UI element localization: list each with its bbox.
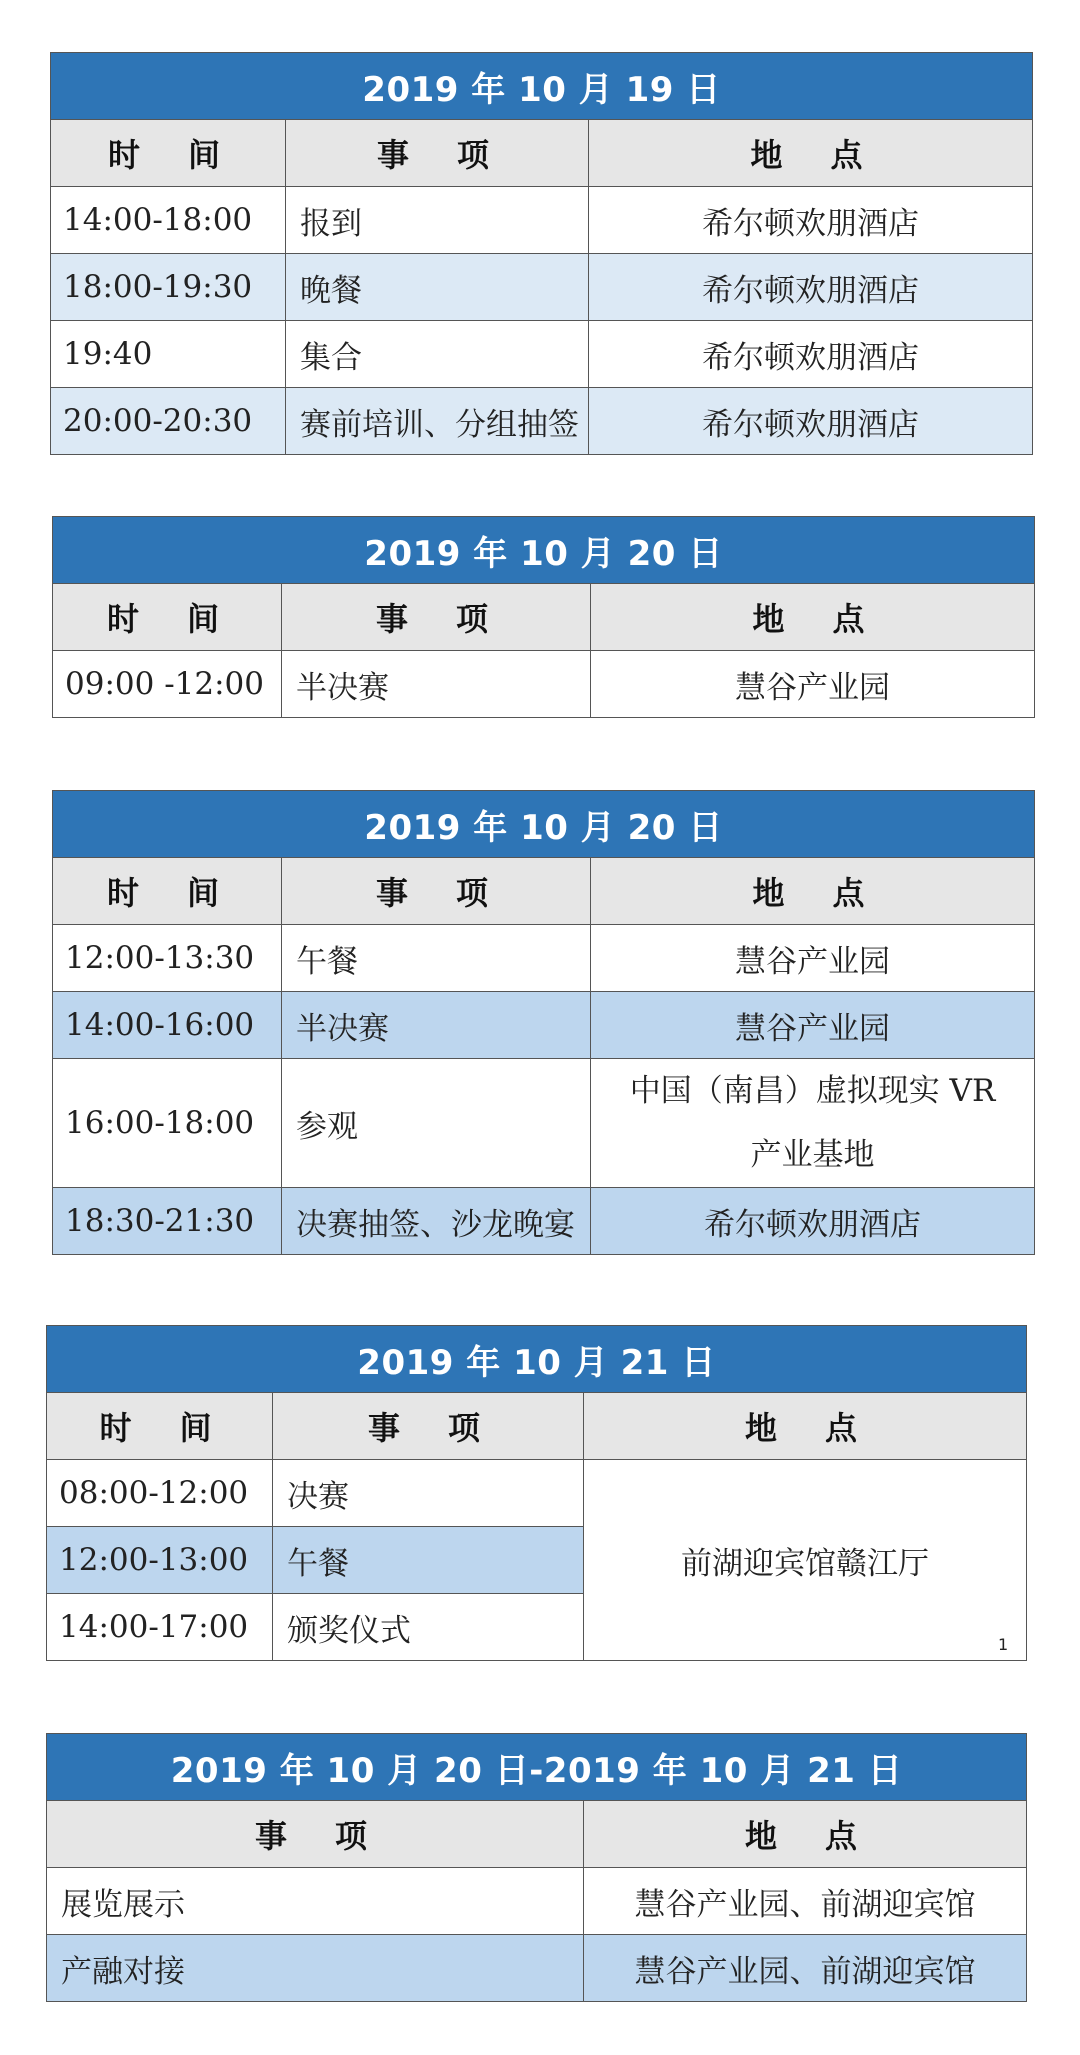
table-title: 2019 年 10 月 20 日 [53, 517, 1035, 584]
column-header-item: 事 项 [286, 120, 589, 187]
table-title: 2019 年 10 月 20 日-2019 年 10 月 21 日 [47, 1734, 1027, 1801]
item-cell: 午餐 [282, 925, 591, 992]
table-row [51, 254, 1033, 321]
table-row [53, 992, 1035, 1059]
table-row [47, 1460, 1027, 1527]
schedule-table-oct20-afternoon [52, 790, 1035, 1255]
time-cell: 08:00-12:00 [47, 1460, 273, 1527]
item-cell: 产融对接 [47, 1935, 584, 2002]
item-cell: 午餐 [273, 1527, 584, 1594]
schedule-table-oct19 [50, 52, 1033, 455]
column-header-place: 地 点 [589, 120, 1033, 187]
item-cell: 半决赛 [282, 992, 591, 1059]
item-cell: 参观 [282, 1059, 591, 1188]
place-cell: 希尔顿欢朋酒店 [589, 321, 1033, 388]
place-cell: 慧谷产业园 [591, 925, 1035, 992]
page-number: 1 [998, 1635, 1009, 1654]
column-header-place: 地 点 [584, 1801, 1027, 1868]
table-row [51, 321, 1033, 388]
schedule-table-oct21 [46, 1325, 1027, 1661]
column-header-time: 时 间 [53, 858, 282, 925]
table-row [47, 1935, 1027, 2002]
item-cell: 决赛抽签、沙龙晚宴 [282, 1188, 591, 1255]
place-cell: 慧谷产业园、前湖迎宾馆 [584, 1868, 1027, 1935]
item-cell: 晚餐 [286, 254, 589, 321]
item-cell: 颁奖仪式 [273, 1594, 584, 1661]
time-cell: 14:00-18:00 [51, 187, 286, 254]
table-row [53, 1059, 1035, 1188]
time-cell: 16:00-18:00 [53, 1059, 282, 1188]
column-header-item: 事 项 [282, 858, 591, 925]
time-cell: 19:40 [51, 321, 286, 388]
time-cell: 12:00-13:00 [47, 1527, 273, 1594]
item-cell: 报到 [286, 187, 589, 254]
column-header-place: 地 点 [591, 858, 1035, 925]
place-cell: 希尔顿欢朋酒店 [589, 187, 1033, 254]
column-header-place: 地 点 [584, 1393, 1027, 1460]
table-row [51, 187, 1033, 254]
column-header-time: 时 间 [47, 1393, 273, 1460]
place-cell [591, 1059, 1035, 1188]
table-title: 2019 年 10 月 20 日 [53, 791, 1035, 858]
column-header-item: 事 项 [273, 1393, 584, 1460]
place-line-2: 产业基地 [750, 1137, 875, 1173]
item-cell: 集合 [286, 321, 589, 388]
table-row [51, 388, 1033, 455]
place-cell: 希尔顿欢朋酒店 [589, 254, 1033, 321]
table-row [47, 1868, 1027, 1935]
column-header-item: 事 项 [47, 1801, 584, 1868]
place-cell: 慧谷产业园、前湖迎宾馆 [584, 1935, 1027, 2002]
item-cell: 赛前培训、分组抽签 [286, 388, 589, 455]
item-cell: 决赛 [273, 1460, 584, 1527]
column-header-time: 时 间 [53, 584, 282, 651]
merged-place-cell: 前湖迎宾馆赣江厅 [584, 1460, 1027, 1661]
table-row [53, 925, 1035, 992]
place-cell: 希尔顿欢朋酒店 [591, 1188, 1035, 1255]
time-cell: 20:00-20:30 [51, 388, 286, 455]
table-title: 2019 年 10 月 21 日 [47, 1326, 1027, 1393]
time-cell: 18:30-21:30 [53, 1188, 282, 1255]
time-cell: 14:00-16:00 [53, 992, 282, 1059]
table-row [53, 651, 1035, 718]
time-cell: 09:00 -12:00 [53, 651, 282, 718]
column-header-time: 时 间 [51, 120, 286, 187]
time-cell: 14:00-17:00 [47, 1594, 273, 1661]
place-line-1: 中国（南昌）虚拟现实 VR [629, 1073, 996, 1109]
table-title: 2019 年 10 月 19 日 [51, 53, 1033, 120]
item-cell: 展览展示 [47, 1868, 584, 1935]
schedule-table-oct20-morning [52, 516, 1035, 718]
table-row [53, 1188, 1035, 1255]
place-cell: 慧谷产业园 [591, 992, 1035, 1059]
item-cell: 半决赛 [282, 651, 591, 718]
place-cell: 慧谷产业园 [591, 651, 1035, 718]
column-header-item: 事 项 [282, 584, 591, 651]
column-header-place: 地 点 [591, 584, 1035, 651]
time-cell: 12:00-13:30 [53, 925, 282, 992]
place-cell: 希尔顿欢朋酒店 [589, 388, 1033, 455]
time-cell: 18:00-19:30 [51, 254, 286, 321]
schedule-table-oct20-21 [46, 1733, 1027, 2002]
